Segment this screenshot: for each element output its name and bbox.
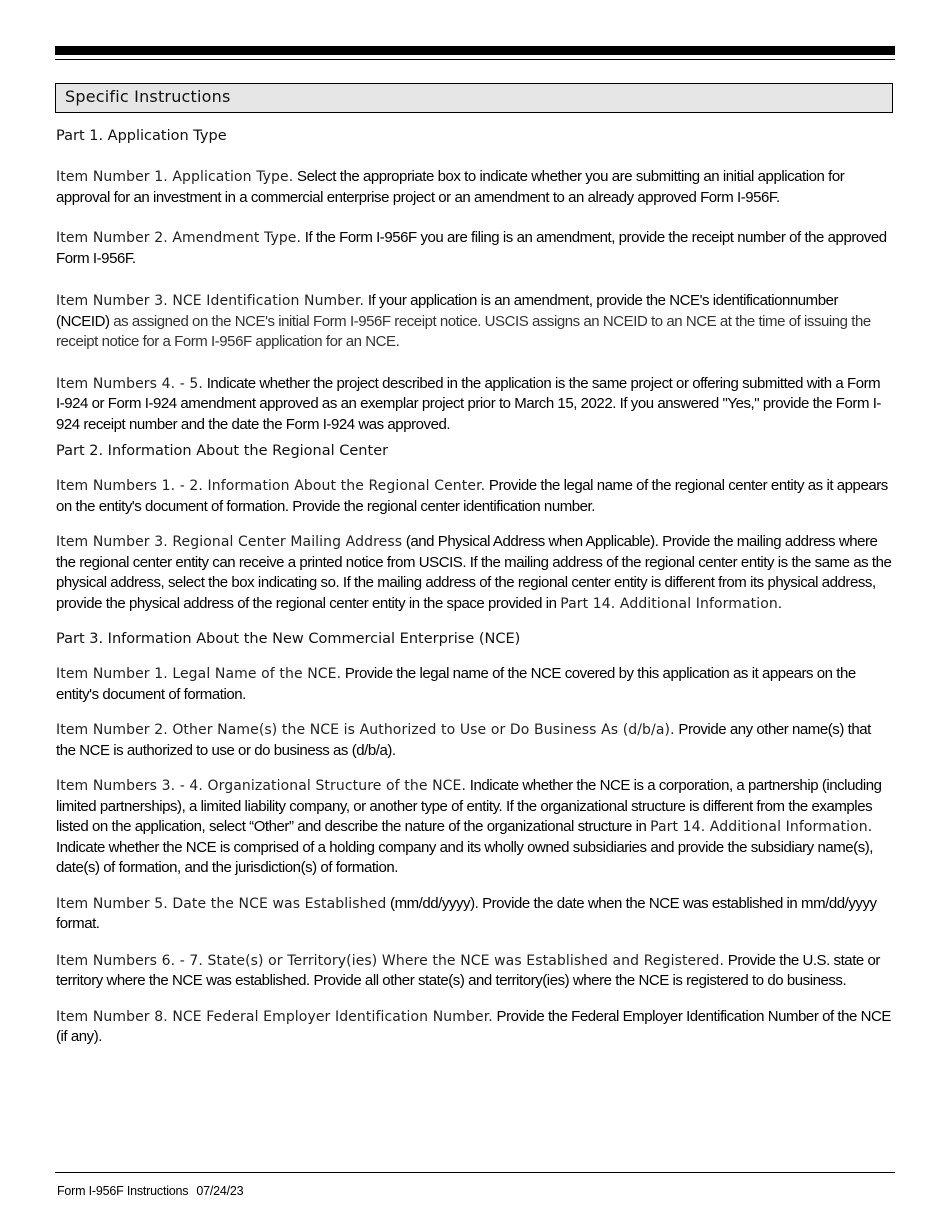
item-regional-center-address: [56, 532, 892, 614]
item-reference: Part 14. Additional Information.: [650, 819, 873, 835]
footer-form-name: Form I-956F Instructions: [57, 1184, 189, 1198]
item-text-continued: Indicate whether the NCE is comprised of a holding company and its wholly owned subsidiaries and provide the subsidiary name(s), date(s) of formation, and the jurisdiction(s) of formation.: [56, 838, 874, 876]
part-1-heading: Part 1. Application Type: [56, 128, 227, 144]
item-nce-legal-name: [56, 664, 892, 705]
item-label: Item Number 5. Date the NCE was Established: [56, 895, 387, 912]
item-state-territory: [56, 951, 892, 992]
item-label: Item Number 2. Other Name(s) the NCE is Authorized to Use or Do Business As (d/b/a).: [56, 722, 675, 738]
item-label: Item Number 1. Legal Name of the NCE.: [56, 666, 342, 682]
item-text-continued: as assigned on the NCE's initial Form I-956F receipt notice. USCIS assigns an NCEID to an NCE at the time of issuing the receipt notice for a Form I-956F application for an NCE.: [56, 312, 871, 350]
item-text: Provide the legal name of the NCE covered by this application as it appears on the entity's document of formation.: [56, 665, 856, 703]
item-text: (mm/dd/yyyy). Provide the date when the NCE was established in mm/dd/yyyy format.: [56, 894, 877, 932]
item-text: If your application is an amendment, provide the NCE's identificationnumber (NCEID): [56, 292, 839, 330]
item-label: Item Numbers 3. - 4. Organizational Structure of the NCE.: [56, 778, 467, 794]
item-text: Provide any other name(s) that the NCE is authorized to use or do business as (d/b/a).: [56, 721, 871, 759]
footer-rule: [55, 1172, 895, 1173]
item-regional-center-info: [56, 476, 892, 517]
item-amendment-type: [56, 228, 892, 269]
instructions-body: [56, 126, 892, 1048]
page-footer: [57, 1184, 243, 1198]
item-label: Item Number 8. NCE Federal Employer Identification Number.: [56, 1008, 493, 1025]
item-application-type: [56, 167, 892, 208]
footer-edition-date: 07/24/23: [196, 1184, 244, 1198]
item-label: Item Number 3. Regional Center Mailing Address: [56, 534, 403, 550]
item-label: Item Numbers 6. - 7. State(s) or Territory(ies) Where the NCE was Established and Registered.: [56, 952, 725, 969]
item-nce-identification: [56, 291, 892, 353]
item-text: (and Physical Address when Applicable). Provide the mailing address where the regional center entity can receive a printed notice from USCIS. If the mailing address of the regional center entity is the same as the physical address, select the box indicating so. If the mailing address of the regional center entity is different from its physical address, provide the physical address of the regional center entity in the space provided in: [56, 533, 892, 612]
item-text-end: .: [777, 594, 782, 612]
item-text: Indicate whether the project described in the application is the same project or offering submitted with a Form I-924 or Form I-924 amendment approved as an exemplar project prior to March 15, 2022. If you answered "Yes," provide the Form I-924 receipt number and the date the Form I-924 was approved.: [56, 374, 881, 433]
item-reference: Part 14. Additional Information: [560, 595, 778, 612]
item-text: If the Form I-956F you are filing is an amendment, provide the receipt number of the approved Form I-956F.: [56, 229, 887, 267]
item-nce-other-names: [56, 720, 892, 761]
item-text: Provide the legal name of the regional center entity as it appears on the entity's document of formation. Provide the regional center identification number.: [56, 477, 888, 515]
item-label: Item Number 2. Amendment Type.: [56, 230, 302, 246]
part-2-heading: Part 2. Information About the Regional Center: [56, 443, 389, 459]
part-3-heading: Part 3. Information About the New Commercial Enterprise (NCE): [56, 631, 521, 647]
item-label: Item Numbers 4. - 5.: [56, 375, 203, 392]
item-text: Provide the Federal Employer Identification Number of the NCE (if any).: [56, 1007, 891, 1045]
section-title: Specific Instructions: [55, 83, 893, 113]
item-date-established: [56, 894, 892, 935]
item-text: Indicate whether the NCE is a corporation, a partnership (including limited partnerships), a limited liability company, or another type of entity. If the organizational structure is different from the examples listed on the application, select “Other” and describe the nature of the organizational structure in: [56, 777, 882, 835]
top-thin-rule: [55, 59, 895, 60]
item-exemplar-project: [56, 374, 892, 436]
item-text: Provide the U.S. state or territory where the NCE was established. Provide all other state(s) and territory(ies) where the NCE is registered to do business.: [56, 951, 880, 989]
item-fein: [56, 1007, 892, 1048]
item-label: Item Number 3. NCE Identification Number.: [56, 293, 365, 309]
item-organizational-structure: [56, 776, 892, 879]
item-text: Select the appropriate box to indicate whether you are submitting an initial application for approval for an investment in a commercial enterprise project or an amendment to an already approved Form I-956F.: [56, 168, 845, 206]
item-label: Item Number 1. Application Type.: [56, 169, 294, 185]
top-thick-rule: [55, 46, 895, 55]
item-label: Item Numbers 1. - 2. Information About the Regional Center.: [56, 478, 486, 494]
